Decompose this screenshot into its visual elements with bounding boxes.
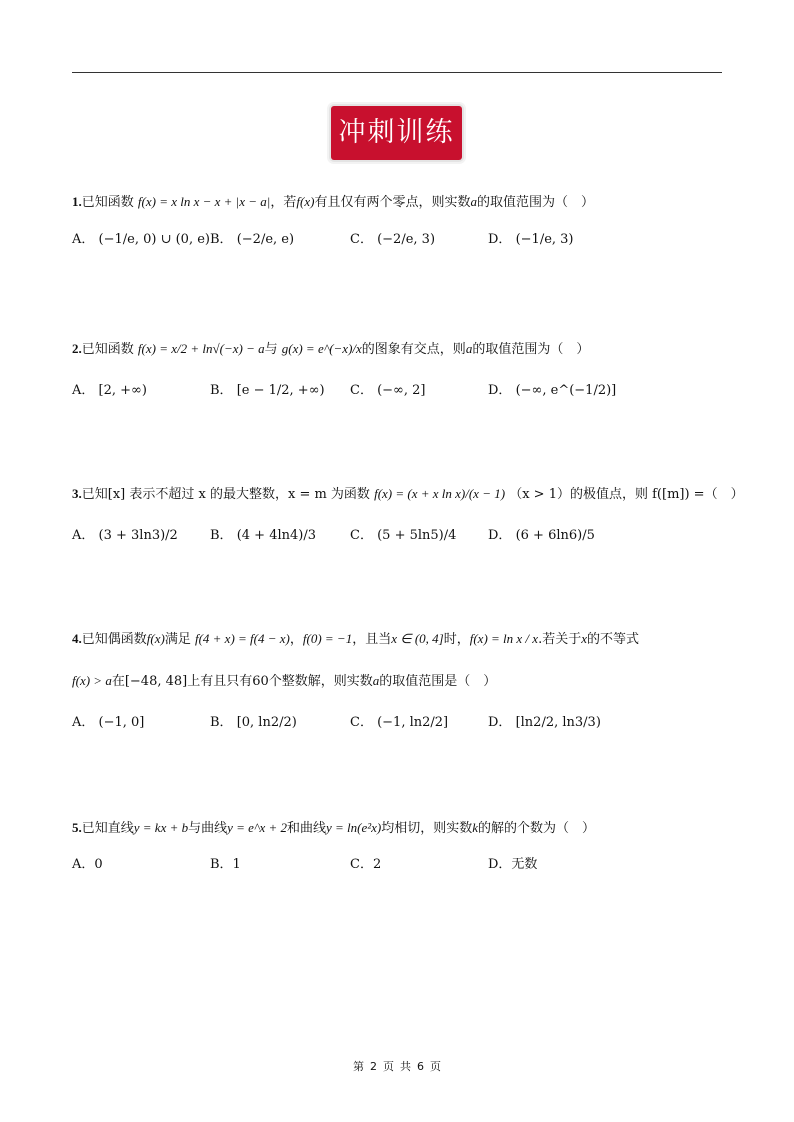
badge-title: 冲刺训练 <box>338 117 455 148</box>
option-d[interactable]: D． [ln2/2, ln3/3) <box>488 715 601 730</box>
option-d[interactable]: D． (6 + 6ln6)/5 <box>488 528 595 543</box>
total-pages: 6 <box>417 1060 424 1073</box>
question-number: 1. <box>72 194 82 209</box>
option-expression: [ln2/2, ln3/3) <box>515 715 601 730</box>
question-2: 2.已知函数 f(x) = x/2 + ln√(−x) − a与 g(x) = e^(−x)/x的图象有交点，则a的取值范围为（ ） <box>72 341 590 357</box>
question-number: 4. <box>72 631 82 646</box>
option-b[interactable]: B． (4 + 4ln4)/3 <box>210 528 316 543</box>
option-expression: (−1/e, 0) ∪ (0, e) <box>98 232 210 247</box>
question-number: 2. <box>72 341 82 356</box>
option-expression: (−2/e, e) <box>236 232 295 247</box>
option-expression: (−∞, 2] <box>377 383 426 398</box>
question-number: 5. <box>72 820 82 835</box>
page-number: 2 <box>370 1060 377 1073</box>
option-a[interactable]: A．0 <box>72 857 103 872</box>
question-1: 1.已知函数 f(x) = x ln x − x + |x − a|，若f(x)有且仅有两个零点，则实数a的取值范围为（ ） <box>72 194 594 210</box>
option-expression: (−2/e, 3) <box>377 232 436 247</box>
option-c[interactable]: C． (5 + 5ln5)/4 <box>350 528 457 543</box>
option-expression: (3 + 3ln3)/2 <box>98 528 178 543</box>
option-expression: (5 + 5ln5)/4 <box>377 528 457 543</box>
option-expression: [2, +∞) <box>98 383 147 398</box>
option-b[interactable]: B． [e − 1/2, +∞) <box>210 383 325 398</box>
option-c[interactable]: C．2 <box>350 857 382 872</box>
option-expression: (4 + 4ln4)/3 <box>236 528 316 543</box>
option-b[interactable]: B． (−2/e, e) <box>210 232 295 247</box>
function-expression-2: g(x) = e^(−x)/x <box>281 341 362 356</box>
option-d[interactable]: D．无数 <box>488 857 538 872</box>
section-badge <box>331 106 462 160</box>
option-expression: (−1, 0] <box>98 715 145 730</box>
header-rule <box>72 72 722 73</box>
option-expression: (−1, ln2/2] <box>377 715 449 730</box>
page-footer: 第 2 页 共 6 页 <box>353 1060 441 1073</box>
function-expression: f(x) = (x + x ln x)/(x − 1) <box>374 486 506 501</box>
option-c[interactable]: C． (−1, ln2/2] <box>350 715 449 730</box>
option-b[interactable]: B．1 <box>210 857 241 872</box>
question-4: 4.已知偶函数f(x)满足 f(4 + x) = f(4 − x)，f(0) = −1，且当x ∈ (0, 4]时，f(x) = ln x / x.若关于x的不等式 <box>72 631 639 647</box>
option-expression: (−1/e, 3) <box>515 232 574 247</box>
option-a[interactable]: A． (−1/e, 0) ∪ (0, e) <box>72 232 210 247</box>
option-b[interactable]: B． [0, ln2/2) <box>210 715 297 730</box>
option-expression: [0, ln2/2) <box>236 715 297 730</box>
question-number: 3. <box>72 486 82 501</box>
question-3: 3.已知[x] 表示不超过 x 的最大整数，x = m 为函数 f(x) = (x + x ln x)/(x − 1) （x > 1）的极值点，则 f([m]) =（ ） <box>72 486 744 502</box>
function-expression: f(x) = x/2 + ln√(−x) − a <box>137 341 265 356</box>
question-4-line-2: f(x) > a在[−48, 48]上有且只有60个整数解，则实数a的取值范围是（ ） <box>72 673 497 689</box>
question-5: 5.已知直线y = kx + b与曲线y = e^x + 2和曲线y = ln(e²x)均相切，则实数k的解的个数为（ ） <box>72 820 596 836</box>
option-a[interactable]: A． (−1, 0] <box>72 715 145 730</box>
option-c[interactable]: C． (−∞, 2] <box>350 383 426 398</box>
option-a[interactable]: A． (3 + 3ln3)/2 <box>72 528 178 543</box>
option-expression: [e − 1/2, +∞) <box>236 383 325 398</box>
function-expression: f(x) = x ln x − x + |x − a| <box>137 194 271 209</box>
option-c[interactable]: C． (−2/e, 3) <box>350 232 436 247</box>
option-expression: (6 + 6ln6)/5 <box>515 528 595 543</box>
option-d[interactable]: D． (−∞, e^(−1/2)] <box>488 383 617 398</box>
option-a[interactable]: A． [2, +∞) <box>72 383 147 398</box>
option-expression: (−∞, e^(−1/2)] <box>515 383 617 398</box>
option-d[interactable]: D． (−1/e, 3) <box>488 232 574 247</box>
